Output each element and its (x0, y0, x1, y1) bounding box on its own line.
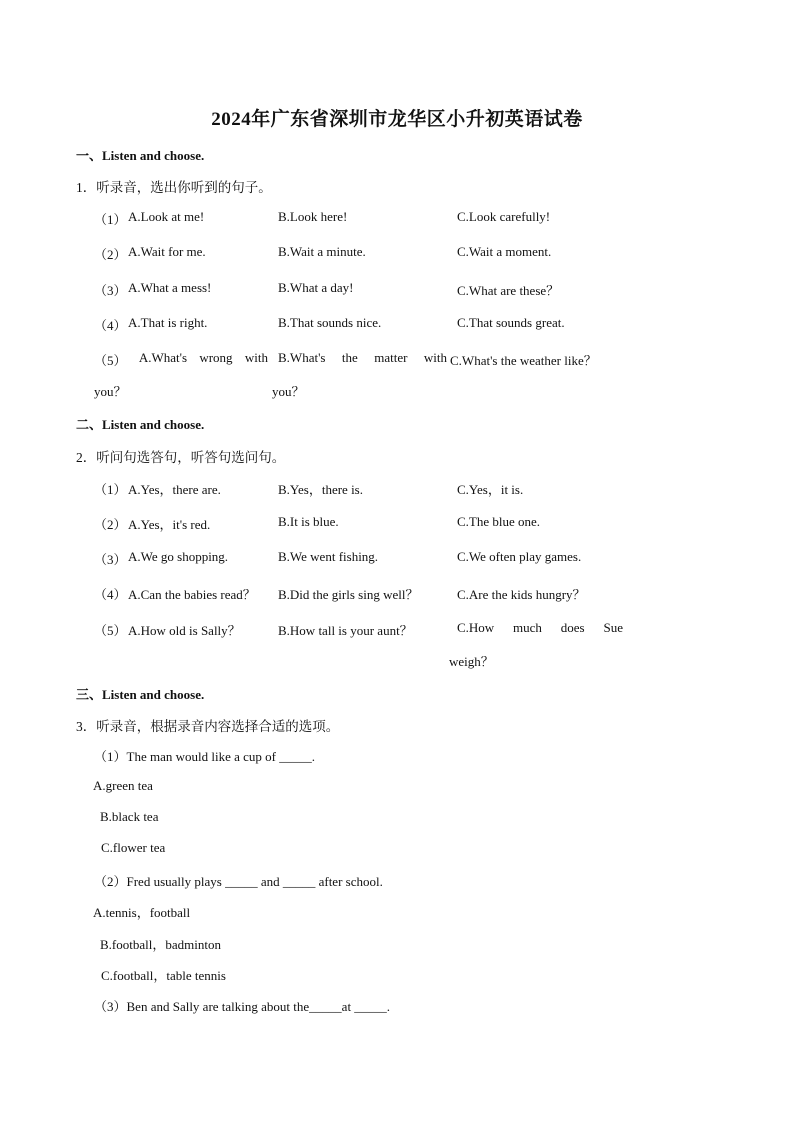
option-b: B.How tall is your aunt？ (278, 623, 413, 638)
question-3-sub-2-option-b: B.football，badminton (100, 937, 221, 952)
option-c: C.Look carefully! (457, 209, 551, 224)
option-a: A.What a mess! (128, 280, 212, 295)
question-1-item-5-option-b-line-2: you？ (272, 384, 305, 399)
question-3-sub-2-option-a: A.tennis，football (93, 905, 191, 920)
item-number: （1） (94, 212, 127, 227)
option-c: C.Yes，it is. (457, 482, 524, 497)
question-1-item-3 (94, 280, 634, 300)
option-a: A.That is right. (128, 315, 208, 330)
item-number: （2） (94, 517, 127, 532)
option-b: B.Look here! (278, 209, 348, 224)
question-2-item-5-option-c-line-2: weigh？ (449, 654, 494, 669)
option-c: C.That sounds great. (457, 315, 565, 330)
option-b: B.Did the girls sing well？ (278, 587, 419, 602)
question-2-item-2 (94, 514, 634, 534)
question-3-sub-3-stem: （3）Ben and Sally are talking about the_____at _____. (94, 999, 391, 1014)
section-3-heading: 三、Listen and choose. (76, 687, 205, 702)
section-2-heading: 二、Listen and choose. (76, 417, 205, 432)
option-b: B.It is blue. (278, 514, 339, 529)
option-c: C.The blue one. (457, 514, 541, 529)
question-1-item-4 (94, 315, 634, 335)
option-c: C.Wait a moment. (457, 244, 552, 259)
question-1-item-5-option-b-line-1: B.What's the matter with (278, 350, 447, 365)
question-3-sub-2-stem: （2）Fred usually plays _____ and _____ after school. (94, 874, 383, 889)
question-2-instruction: 2．听问句选答句，听答句选问句。 (76, 450, 286, 465)
option-a: A.Look at me! (128, 209, 205, 224)
page-title: 2024年广东省深圳市龙华区小升初英语试卷 (211, 109, 583, 130)
option-a: A.How old is Sally？ (128, 623, 241, 638)
question-3-instruction: 3．听录音，根据录音内容选择合适的选项。 (76, 719, 340, 734)
option-b: B.What a day! (278, 280, 354, 295)
item-number: （2） (94, 247, 127, 262)
question-3-sub-1-option-a: A.green tea (93, 778, 153, 793)
question-2-item-3 (94, 549, 634, 569)
option-b: B.Yes，there is. (278, 482, 363, 497)
option-b: B.We went fishing. (278, 549, 379, 564)
option-c: C.Are the kids hungry？ (457, 587, 586, 602)
option-a: A.Wait for me. (128, 244, 206, 259)
question-1-item-5-option-c: C.What's the weather like？ (450, 353, 597, 368)
option-a: A.Yes，there are. (128, 482, 221, 497)
question-3-sub-2-option-c: C.football，table tennis (101, 968, 226, 983)
section-1-heading: 一、Listen and choose. (76, 148, 205, 163)
question-3-sub-1-stem: （1）The man would like a cup of _____. (94, 749, 315, 764)
question-3-sub-1-option-b: B.black tea (100, 809, 159, 824)
option-b: B.Wait a minute. (278, 244, 366, 259)
item-number: （1） (94, 482, 127, 497)
question-1-item-5-option-a-line-2: you？ (94, 384, 127, 399)
question-2-item-5-option-c-line-1: C.How much does Sue (457, 620, 623, 635)
option-a: A.Yes，it's red. (128, 517, 211, 532)
question-3-sub-1-option-c: C.flower tea (101, 840, 166, 855)
question-1-item-5-option-a-line-1: （5） A.What's wrong with (94, 350, 268, 368)
question-2-item-1 (94, 479, 634, 499)
item-number: （3） (94, 283, 127, 298)
option-a: A.Can the babies read？ (128, 587, 256, 602)
option-c: C.We often play games. (457, 549, 582, 564)
item-number: （4） (94, 318, 127, 333)
item-number: （3） (94, 552, 127, 567)
option-b: B.That sounds nice. (278, 315, 382, 330)
question-2-item-4 (94, 584, 634, 604)
item-number: （4） (94, 587, 127, 602)
question-1-item-2 (94, 244, 634, 264)
option-c: C.What are these？ (457, 283, 560, 298)
item-number: （5） (94, 623, 127, 638)
question-1-instruction: 1．听录音，选出你听到的句子。 (76, 180, 272, 195)
option-a: A.We go shopping. (128, 549, 229, 564)
question-1-item-1 (94, 209, 634, 229)
